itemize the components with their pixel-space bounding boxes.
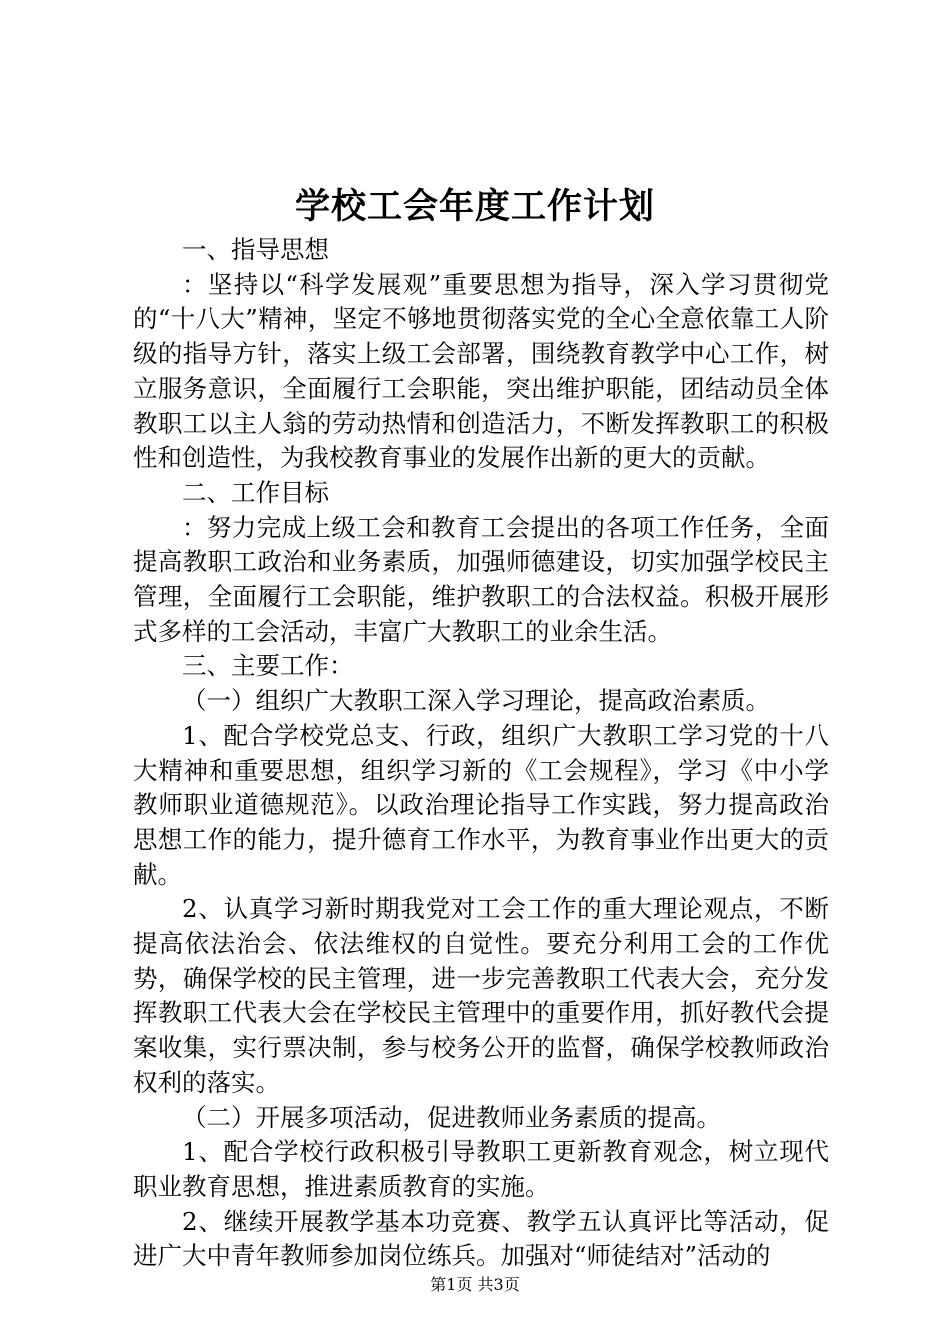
document-body <box>133 233 829 1274</box>
page-number-footer: 第1页 共3页 <box>430 1275 520 1294</box>
paragraph-item-1a: 1、配合学校党总支、行政，组织广大教职工学习党的十八大精神和重要思想，组织学习新的《工会规程》，学习《中小学教师职业道德规范》。以政治理论指导工作实践，努力提高政治思想工作的能力，提升德育工作水平，为教育事业作出更大的贡献。 <box>133 720 829 889</box>
document-title: 学校工会年度工作计划 <box>294 186 655 227</box>
section-heading-main-work: 三、主要工作： <box>182 651 354 681</box>
section-heading-guiding-ideology: 一、指导思想 <box>182 235 329 264</box>
paragraph-guiding-ideology: ：坚持以“科学发展观”重要思想为指导，深入学习贯彻党的“十八大”精神，坚定不够地贯彻落实党的全心全意依靠工人阶级的指导方针，落实上级工会部署，围绕教育教学中心工作，树立服务意识，全面履行工会职能，突出维护职能，团结动员全体教职工以主人翁的劳动热情和创造活力，不断发挥教职工的积极性和创造性，为我校教育事业的发展作出新的更大的贡献。 <box>133 269 829 473</box>
subheading-activities: （二）开展多项活动，促进教师业务素质的提高。 <box>182 1102 721 1132</box>
subheading-study-theory: （一）组织广大教职工深入学习理论，提高政治素质。 <box>182 686 770 716</box>
paragraph-work-goals: ：努力完成上级工会和教育工会提出的各项工作任务，全面提高教职工政治和业务素质，加强师德建设，切实加强学校民主管理，全面履行工会职能，维护教职工的合法权益。积极开展形式多样的工会活动，丰富广大教职工的业余生活。 <box>133 512 829 646</box>
paragraph-item-2b: 2、继续开展教学基本功竞赛、教学五认真评比等活动，促进广大中青年教师参加岗位练兵。加强对“师徒结对”活动的 <box>133 1206 829 1271</box>
section-heading-work-goals: 二、工作目标 <box>182 477 329 507</box>
paragraph-item-1b: 1、配合学校行政积极引导教职工更新教育观念，树立现代职业教育思想，推进素质教育的实施。 <box>133 1137 829 1201</box>
paragraph-item-2a: 2、认真学习新时期我党对工会工作的重大理论观点，不断提高依法治会、依法维权的自觉性。要充分利用工会的工作优势，确保学校的民主管理，进一步完善教职工代表大会，充分发挥教职工代表大会在学校民主管理中的重要作用，抓好教代会提案收集，实行票决制，参与校务公开的监督，确保学校教师政治权利的落实。 <box>133 894 829 1097</box>
